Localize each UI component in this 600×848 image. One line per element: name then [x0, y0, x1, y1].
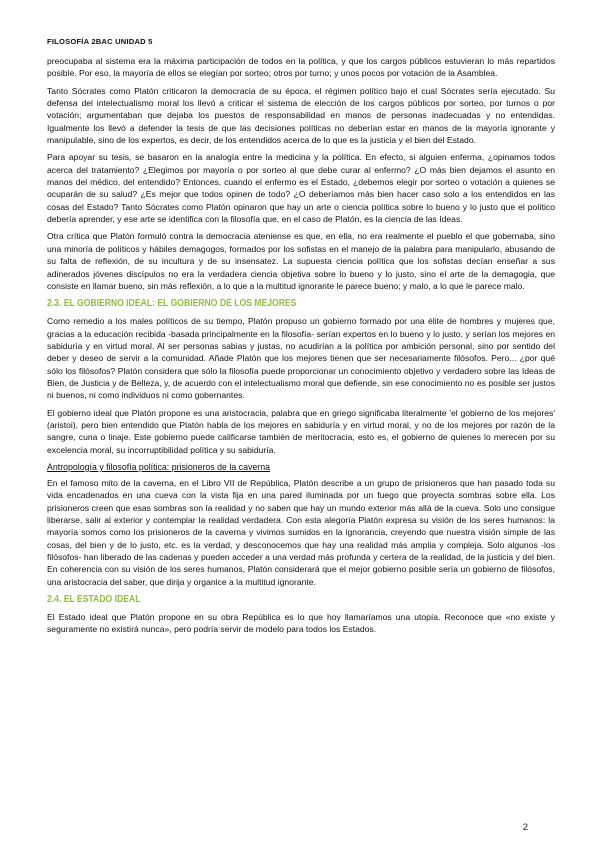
paragraph: preocupaba al sistema era la máxima participación de todos en la política, y que los cargos públicos estuvieran lo más repartidos posible. Por eso, la mayoría de ellos se elegían por sorteo; otros por turno; y unos pocos por votación de la Asamblea.: [47, 56, 555, 79]
paragraph: En el famoso mito de la caverna, en el Libro VII de República, Platón describe a un grupo de prisioneros que han pasado toda su vida encadenados en una cueva con la vista fija en una pared iluminada por un fuego que proyecta sombras sobre ella. Los prisioneros creen que esas sombras son la realidad y no saben que hay un mundo exterior más allá de la cueva. Solo uno consigue liberarse, salir al exterior y contemplar la realidad verdadera. Con esta alegoría Platón expresa su visión de los seres humanos: la mayoría somos como los prisioneros de la caverna y vivimos sumidos en la ignorancia, creyendo que nuestra visión simple de las cosas, del bien y de lo justo, etc. es la verdad, y desconocemos que hay una realidad más amplia y compleja. Solo algunos -los filósofos- han liberado de las cadenas y pueden acceder a una verdad más profunda y certera de la realidad, de la justicia y del bien. En coherencia con su visión de los seres humanos, Platón considerará que el mejor gobierno posible sería un gobierno de filósofos, una aristocracia del saber, que dirija y organice a la multitud ignorante.: [47, 477, 555, 587]
section-heading-2-3: 2.3. EL GOBIERNO IDEAL: EL GOBIERNO DE LOS MEJORES: [47, 297, 297, 310]
paragraph: El gobierno ideal que Platón propone es una aristocracia, palabra que en griego significaba literalmente 'el gobierno de los mejores' (aristoi), pero bien entendido que Platón habla de los mejores en sabiduría y en virtud moral, y no de los mejores por razón de la sangre, cuna o linaje. Este gobierno puede calificarse también de meritocracia, esto es, el gobierno de quienes lo merecen por su excelencia moral, su incorruptibilidad política y su sabiduría.: [47, 407, 555, 455]
section-heading-2-4: 2.4. EL ESTADO IDEAL: [47, 593, 141, 606]
paragraph: El Estado ideal que Platón propone en su obra República es lo que hoy llamaríamos una utopía. Reconoce que «no existe y seguramente no existirá nunca», pero podría servir de modelo para todos los Estados.: [47, 612, 555, 635]
subheading-caverna: Antropología y filosofía política: prisioneros de la caverna: [47, 461, 270, 472]
paragraph: Tanto Sócrates como Platón criticaron la democracia de su época, el régimen político bajo el cual Sócrates sería ejecutado. Su defensa del intelectualismo moral los llevó a criticar el sistema de elección de los cargos públicos por sorteo, por turnos o por votación; argumentaban que dejaba los puestos de responsabilidad en manos de personas inadecuadas y no entendidas. Igualmente los llevó a defender la tesis de que las decisiones políticas no deberían estar en manos de la mayoría ignorante y manipulable, sino de los expertos, es decir, de los entendidos acerca de lo que es la justicia y el bien del Estado.: [47, 85, 555, 146]
page-content: [47, 55, 555, 641]
paragraph: Como remedio a los males políticos de su tiempo, Platón propuso un gobierno formado por una élite de hombres y mujeres que, gracias a la educación recibida -basada principalmente en la filosofía- serían expertos en lo bueno y lo justo, y serían los mejores en sabiduría y en virtud moral. Al ser personas sabias y justas, no acudirían a la política por ambición personal, sino por sentido del deber y deseo de servir a la comunidad. Añade Platón que los mejores tienen que ser necesariamente filósofos. Pero... ¿por qué sólo los filósofos? Platón considera que sólo la filosofía puede proporcionar un conocimiento objetivo y verdadero sobre las Ideas de Bien, de Justicia y de Belleza, y, de acuerdo con el intelectualismo moral que defiende, sin ese conocimiento no es posible ser justos ni buenos, ni como individuos ni como gobernantes.: [47, 316, 555, 401]
paragraph: Otra crítica que Platón formuló contra la democracia ateniense es que, en ella, no era realmente el pueblo el que gobernaba, sino una minoría de políticos y hábiles demagogos, formados por los sofistas en el manejo de la palabra para manipularlo, abusando de su falta de reflexión, de su incultura y de su insensatez. La supuesta ciencia política que los sofistas decían enseñar a sus adinerados jóvenes discípulos no era la verdadera ciencia objetiva sobre lo bueno y lo justo, sino el arte de la demagogia, que consiste en llamar bueno, sin más reflexión, a lo que a la multitud ignorante le parece bueno; y malo, a lo que le parece malo.: [47, 231, 555, 291]
paragraph: Para apoyar su tesis, se basaron en la analogía entre la medicina y la política. En efecto, si alguien enferma, ¿opinamos todos acerca del tratamiento? ¿Elegimos por mayoría o por sorteo al que debe curar al enfermo? ¿O más bien dejamos el asunto en manos del médico, del entendido? Entonces, cuando el enfermo es el Estado, ¿debemos elegir por sorteo o votación a quienes se ocuparán de su salud? ¿Es mejor que todos opinen de todo? ¿O deberíamos más bien hacer caso solo a los entendidos en las cosas del Estado? Tanto Sócrates como Platón opinaron que hay un arte o ciencia política sobre lo bueno y lo justo que el político debería aprender, y ese arte se identifica con la filosofía que, en el caso de Platón, es la ciencia de las Ideas.: [47, 152, 555, 225]
page-number: 2: [522, 822, 528, 833]
running-header: FILOSOFÍA 2BAC UNIDAD 5: [47, 37, 153, 46]
